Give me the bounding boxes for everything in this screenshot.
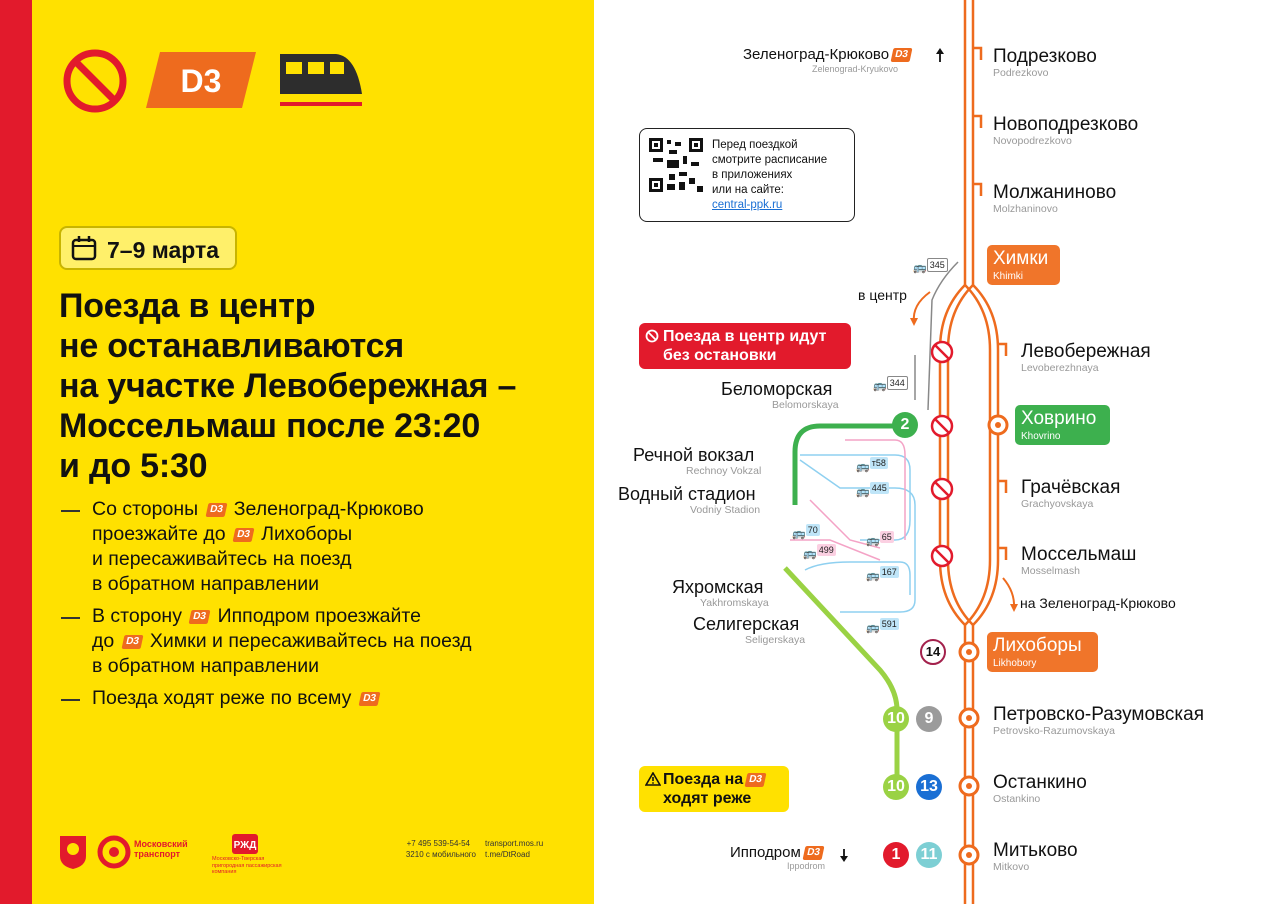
station-levoberezhnaya: Левобережная [1021,341,1151,362]
schedule-qr-card [639,128,855,222]
bullet-2 [92,604,471,679]
bullet-line: Со стороны D3 Зеленоград-Крюково [92,498,424,520]
no-entry-icon [60,48,130,114]
bus-icon: 🚌 [873,380,887,392]
site-link[interactable]: transport.mos.ru [485,839,544,848]
svg-text:D3: D3 [180,63,222,99]
headline-line: и до 5:30 [59,447,208,485]
bus-icon: 🚌 [866,570,880,582]
bus-icon: 🚌 [866,535,880,547]
bullet-line: до D3 Химки и пересаживайтесь на поезд [92,630,472,652]
bus-route-591: 🚌 591 [866,619,897,634]
metro-belomorskaya-lat: Belomorskaya [772,399,839,411]
org2-name: Московско-Тверская пригородная пассажирская компания [212,856,282,875]
bullet-line: проезжайте до D3 Лихоборы [92,523,353,545]
bus-icon: 🚌 [792,528,806,540]
qr-text: Перед поездкой смотрите расписание в приложениях или на сайте: central-ppk.ru [712,139,828,211]
phone: +7 495 539-54-54 [406,839,470,848]
svg-text:РЖД: РЖД [233,840,257,851]
bullet-3 [92,686,382,711]
telegram-link[interactable]: t.me/DtRoad [485,850,530,859]
rzd-logo-icon [232,834,258,854]
date-badge [59,226,237,270]
station-podrezkovo: Подрезково [993,46,1097,67]
left-red-stripe [0,0,32,904]
bus-route-344: 🚌 344 [873,376,887,394]
station-levoberezhnaya-lat: Levoberezhnaya [1021,362,1099,374]
hub-khimki: Химки Khimki [987,245,1060,285]
station-mosselmash-lat: Mosselmash [1021,565,1080,577]
station-petrovsko-razumovskaya-lat: Petrovsko-Razumovskaya [993,725,1115,737]
bus-route-499: 🚌 499 [803,545,834,560]
metro-line-9-icon: 9 [916,706,942,732]
reduced-service-alert: Поезда на D3 ходят реже [639,766,789,812]
headline-line: Мосcельмаш после 23:20 [59,407,481,445]
d3-line-badge [146,52,256,108]
direction-top-name: Зеленоград-Крюково D3 [743,46,914,63]
bullet-line: Поезда ходят реже по всему D3 [92,686,382,711]
bullet-dash [61,699,80,701]
station-ostankino-lat: Ostankino [993,793,1041,805]
station-podrezkovo-lat: Podrezkovo [993,67,1049,79]
to-zelenograd-label: на Зеленоград-Крюково [1020,595,1176,611]
no-stop-alert: Поезда в центр идут без остановки [639,323,851,369]
bus-route-65: 🚌 65 [866,532,892,547]
station-grachyovskaya: Грачёвская [1021,477,1121,498]
bullet-line: в обратном направлении [92,573,319,595]
metro-seligerskaya-lat: Seligerskaya [745,634,806,646]
station-molzhaninovo-lat: Molzhaninovo [993,203,1058,215]
station-mitkovo: Митьково [993,840,1078,861]
bullet-line: и пересаживайтесь на поезд [92,548,352,570]
station-molzhaninovo: Молжаниново [993,182,1117,203]
station-grachyovskaya-lat: Grachyovskaya [1021,498,1094,510]
headline-line: Поезда в центр [59,287,316,325]
metro-line-10-icon: 10 [883,706,909,732]
metro-belomorskaya: Беломорская [721,379,833,399]
station-mosselmash: Моссельмаш [1021,544,1137,565]
metro-yakhromskaya: Яхромская [672,577,764,597]
hub-khovrino: Ховрино Khovrino [1015,405,1110,445]
warning-icon [645,772,661,786]
train-icon [278,48,366,110]
hub-likhobory: Лихоборы Likhobory [987,632,1098,672]
headline-line: не останавливаются [59,327,404,365]
metro-vodniy-stadion: Водный стадион [618,484,756,504]
bus-route-445: 🚌 445 [856,483,887,498]
metro-line-11-icon: 11 [916,842,942,868]
qr-link[interactable]: central-ppk.ru [712,199,783,211]
station-petrovsko-razumovskaya: Петровско-Разумовская [993,704,1205,725]
bus-route-167: 🚌 167 [866,567,897,582]
bus-icon: 🚌 [856,461,870,473]
station-mitkovo-lat: Mitkovo [993,861,1030,873]
bus-route-345: 🚌 345 [913,258,927,276]
qr-code-icon[interactable] [649,138,703,192]
direction-bottom-name: Ипподром D3 [730,844,826,861]
metro-rechnoy-vokzal-lat: Rechnoy Vokzal [686,465,762,477]
bullet-line: В сторону D3 Ипподром проезжайте [92,605,421,627]
mcc-line-14-icon: 14 [920,639,946,665]
direction-bottom-lat: Ippodrom [787,861,826,871]
moscow-coat-of-arms-icon [58,834,88,870]
direction-top-lat: Zelenograd-Kryukovo [812,64,899,74]
date-text: 7–9 марта [107,237,220,263]
bus-icon: 🚌 [803,548,817,560]
no-entry-icon [645,329,659,343]
calendar-icon [71,235,97,261]
station-novopodrezkovo: Новоподрезково [993,114,1139,135]
metro-rechnoy-vokzal: Речной вокзал [633,445,755,465]
bullet-1 [92,497,424,597]
to-center-label: в центр [858,287,907,303]
bus-route-t58: 🚌 т58 [856,458,886,473]
org1-name: Московский транспорт [134,839,188,859]
metro-line-1-icon: 1 [883,842,909,868]
bus-icon: 🚌 [866,622,880,634]
bus-route-70: 🚌 70 [792,525,818,540]
bullet-dash [61,510,80,512]
metro-yakhromskaya-lat: Yakhromskaya [700,597,769,609]
moscow-transport-logo-icon [97,834,131,870]
metro-line-13-icon: 13 [916,774,942,800]
headline [59,286,589,486]
bullet-line: в обратном направлении [92,655,319,677]
phone-mobile: 3210 с мобильного [405,850,476,859]
metro-line-10-icon: 10 [883,774,909,800]
bullet-dash [61,617,80,619]
station-ostankino: Останкино [993,772,1087,793]
metro-seligerskaya: Селигерская [693,614,800,634]
metro-vodniy-stadion-lat: Vodniy Stadion [690,504,761,516]
bus-icon: 🚌 [913,262,927,274]
station-novopodrezkovo-lat: Novopodrezkovo [993,135,1072,147]
bus-icon: 🚌 [856,486,870,498]
headline-line: на участке Левобережная – [59,367,517,405]
metro-line-2-icon: 2 [892,412,918,438]
